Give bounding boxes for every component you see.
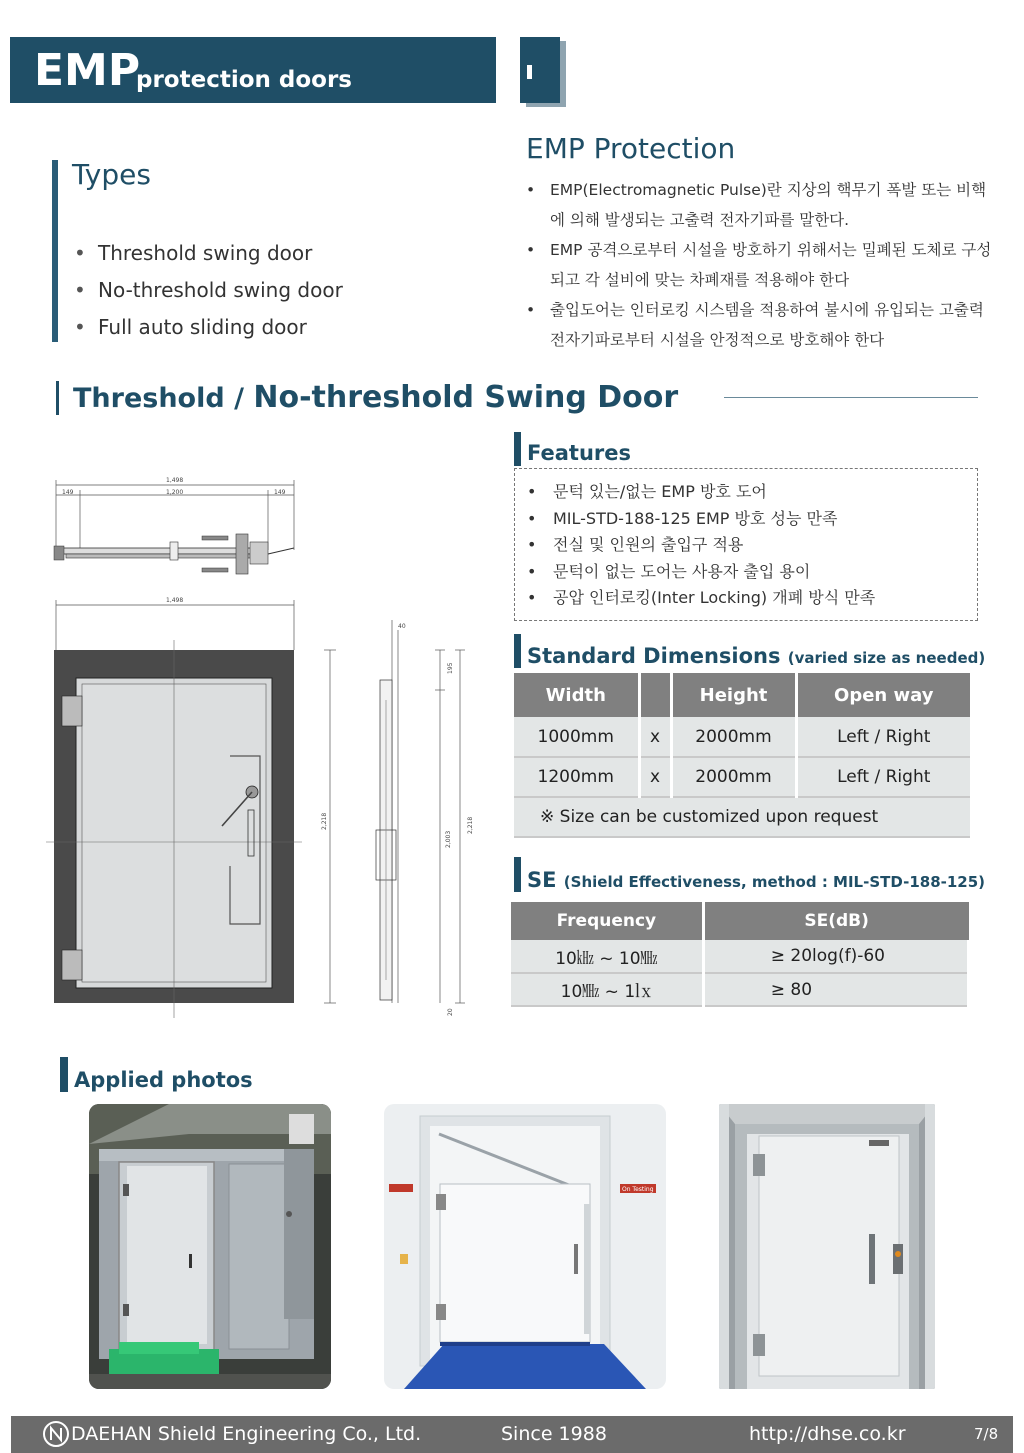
applied-photo-2 <box>384 1104 666 1389</box>
dimensions-table <box>514 673 970 838</box>
col-header-width: Width <box>514 673 639 717</box>
types-section <box>52 160 472 342</box>
applied-photo-1 <box>89 1104 331 1389</box>
header-title-emp: EMP <box>34 45 141 96</box>
types-title: Types <box>72 158 151 191</box>
dimensions-footnote: ※ Size can be customized upon request <box>514 797 970 837</box>
list-item: • EMP 공격으로부터 시설을 방호하기 위해서는 밀폐된 도체로 구성되고 각 설비에 맞는 차폐재를 적용해야 한다 <box>526 241 992 289</box>
footer-page-number: 7/8 <box>974 1425 999 1443</box>
dim-top-total: 1,498 <box>166 477 184 484</box>
dimensions-title: Standard Dimensions (varied size as needed) <box>514 634 985 668</box>
list-item: • 문턱 있는/없는 EMP 방호 도어 <box>527 482 767 501</box>
types-list <box>74 242 343 353</box>
emp-protection-section <box>526 132 996 355</box>
col-header-height: Height <box>671 673 796 717</box>
se-title: SE (Shield Effectiveness, method : MIL-STD-188-125) <box>514 857 985 892</box>
features-title: Features <box>514 432 631 466</box>
list-item: • No-threshold swing door <box>74 278 343 302</box>
table-header-row <box>511 902 969 940</box>
footer-company: DAEHAN Shield Engineering Co., Ltd. <box>71 1423 422 1445</box>
se-table <box>511 902 970 1007</box>
list-item: • 전실 및 인원의 출입구 적용 <box>527 535 744 554</box>
features-list <box>527 479 875 612</box>
table-footnote-row <box>514 797 970 837</box>
table-row: 1200mm x 2000mm Left / Right <box>514 757 970 797</box>
table-row: 1000mm x 2000mm Left / Right <box>514 717 970 757</box>
list-item: • Threshold swing door <box>74 241 313 265</box>
dim-side-b: 2,003 <box>445 830 452 848</box>
door-technical-drawing <box>40 470 510 1025</box>
col-header-frequency: Frequency <box>511 902 703 940</box>
table-header-row <box>514 673 970 717</box>
dim-side-a: 195 <box>447 662 454 674</box>
features-box <box>514 468 978 621</box>
header-title-subtitle: protection doors <box>136 67 352 93</box>
table-row: 10㎑ ~ 10㎒ ≥ 20log(f)-60 <box>511 940 969 973</box>
list-item: • EMP(Electromagnetic Pulse)란 지상의 핵무기 폭발 또는 비핵에 의해 발생되는 고출력 전자기파를 말한다. <box>526 181 987 229</box>
footer-url-link[interactable]: http://dhse.co.kr <box>749 1423 906 1445</box>
door-top-view <box>54 534 294 574</box>
dim-top-left: 149 <box>62 489 74 496</box>
header-badge <box>520 37 560 103</box>
dim-top-right: 149 <box>274 489 286 496</box>
dim-front-width: 1,498 <box>166 597 184 604</box>
col-header-se-db: SE(dB) <box>703 902 968 940</box>
emp-protection-list <box>526 175 996 355</box>
header-banner <box>10 37 496 103</box>
section-title: Threshold / No-threshold Swing Door <box>56 381 678 415</box>
dim-top-mid: 1,200 <box>166 489 184 496</box>
door-side-view <box>376 620 465 1003</box>
col-header-x <box>639 673 671 717</box>
dimensions-note: (varied size as needed) <box>787 649 986 667</box>
section-divider <box>724 397 978 398</box>
list-item: • 문턱이 없는 도어는 사용자 출입 용이 <box>527 561 811 581</box>
company-logo-icon <box>43 1421 69 1447</box>
emp-protection-title: EMP Protection <box>526 132 736 165</box>
dim-front-height: 2,218 <box>321 812 328 830</box>
footer-since: Since 1988 <box>501 1423 607 1445</box>
dim-side-c: 2,218 <box>467 816 474 834</box>
applied-photo-3 <box>719 1104 935 1389</box>
list-item: • 공압 인터로킹(Inter Locking) 개폐 방식 만족 <box>527 588 876 607</box>
badge-mark-icon <box>527 65 532 79</box>
table-row: 10㎒ ~ 1㏓ ≥ 80 <box>511 973 969 1006</box>
on-testing-sign: On Testing <box>622 1186 654 1193</box>
list-item: • Full auto sliding door <box>74 315 307 339</box>
list-item: • MIL-STD-188-125 EMP 방호 성능 만족 <box>527 508 838 528</box>
se-note: (Shield Effectiveness, method : MIL-STD-188-125) <box>563 873 986 891</box>
col-header-open-way: Open way <box>796 673 970 717</box>
list-item: • 출입도어는 인터로킹 시스템을 적용하여 불시에 유입되는 고출력 전자기파로부터 시설을 안정적으로 방호해야 한다 <box>526 301 984 349</box>
applied-photos-title: Applied photos <box>60 1057 253 1092</box>
footer <box>11 1416 1013 1453</box>
door-front-view <box>46 640 302 1018</box>
dim-side-top: 40 <box>398 623 406 630</box>
dim-side-bottom: 20 <box>447 1008 454 1016</box>
